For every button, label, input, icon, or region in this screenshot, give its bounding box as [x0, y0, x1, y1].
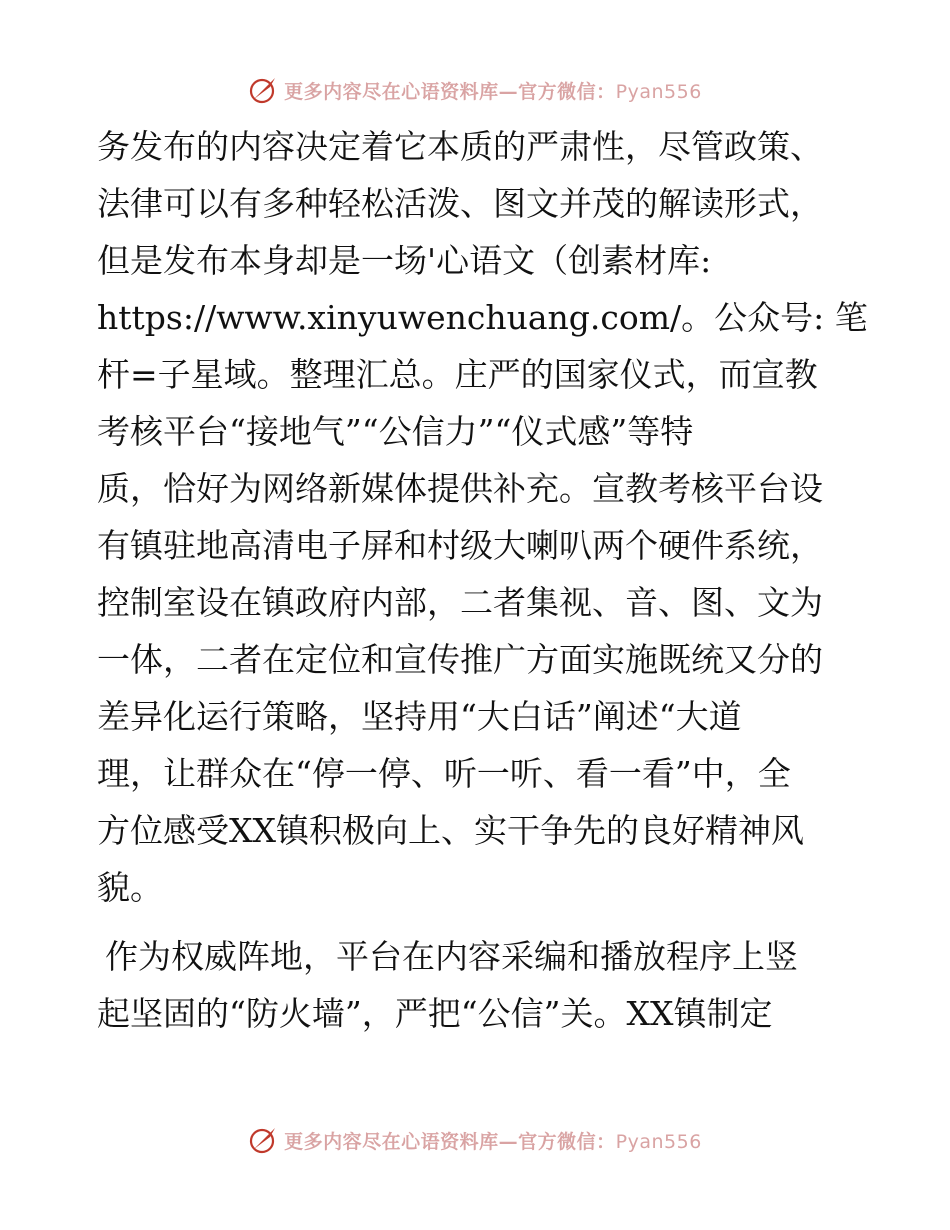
text-line: https://www.xinyuwenchuang.com/。公众号: 笔: [97, 298, 868, 337]
text-line: 作为权威阵地，平台在内容采编和播放程序上竖: [105, 937, 798, 976]
feather-seal-logo-icon: [248, 1125, 278, 1155]
text-line: 杆=子星域。整理汇总。庄严的国家仪式，而宣教: [97, 355, 818, 394]
text-line: 但是发布本身却是一场'心语文（创素材库:: [97, 241, 712, 280]
watermark-text: 更多内容尽在心语资料库—官方微信：Pyan556: [284, 80, 702, 103]
text-line: 差异化运行策略，坚持用“大白话”阐述“大道: [97, 697, 742, 736]
text-line: 法律可以有多种轻松活泼、图文并茂的解读形式，: [97, 184, 823, 223]
paragraph-1: [97, 118, 867, 916]
text-line: 质，恰好为网络新媒体提供补充。宣教考核平台设: [97, 469, 823, 508]
header-watermark: [0, 70, 950, 110]
text-line: 有镇驻地高清电子屏和村级大喇叭两个硬件系统，: [97, 526, 823, 565]
paragraph-spacer: [97, 916, 867, 928]
text-line: 一体，二者在定位和宣传推广方面实施既统又分的: [97, 640, 823, 679]
feather-seal-logo-icon: [248, 75, 278, 105]
text-line: 务发布的内容决定着它本质的严肃性，尽管政策、: [97, 127, 823, 166]
text-line: 考核平台“接地气”“公信力”“仪式感”等特: [97, 412, 694, 451]
paragraph-2: [97, 928, 867, 1042]
text-line: 控制室设在镇政府内部，二者集视、音、图、文为: [97, 583, 823, 622]
text-line: 貌。: [97, 868, 163, 907]
text-line: 起坚固的“防火墙”，严把“公信”关。XX镇制定: [97, 994, 773, 1033]
watermark-text: 更多内容尽在心语资料库—官方微信：Pyan556: [284, 1130, 702, 1153]
text-line: 理，让群众在“停一停、听一听、看一看”中，全: [97, 754, 791, 793]
text-line: 方位感受XX镇积极向上、实干争先的良好精神风: [97, 811, 804, 850]
document-body: [97, 118, 867, 1042]
footer-watermark: [0, 1120, 950, 1160]
